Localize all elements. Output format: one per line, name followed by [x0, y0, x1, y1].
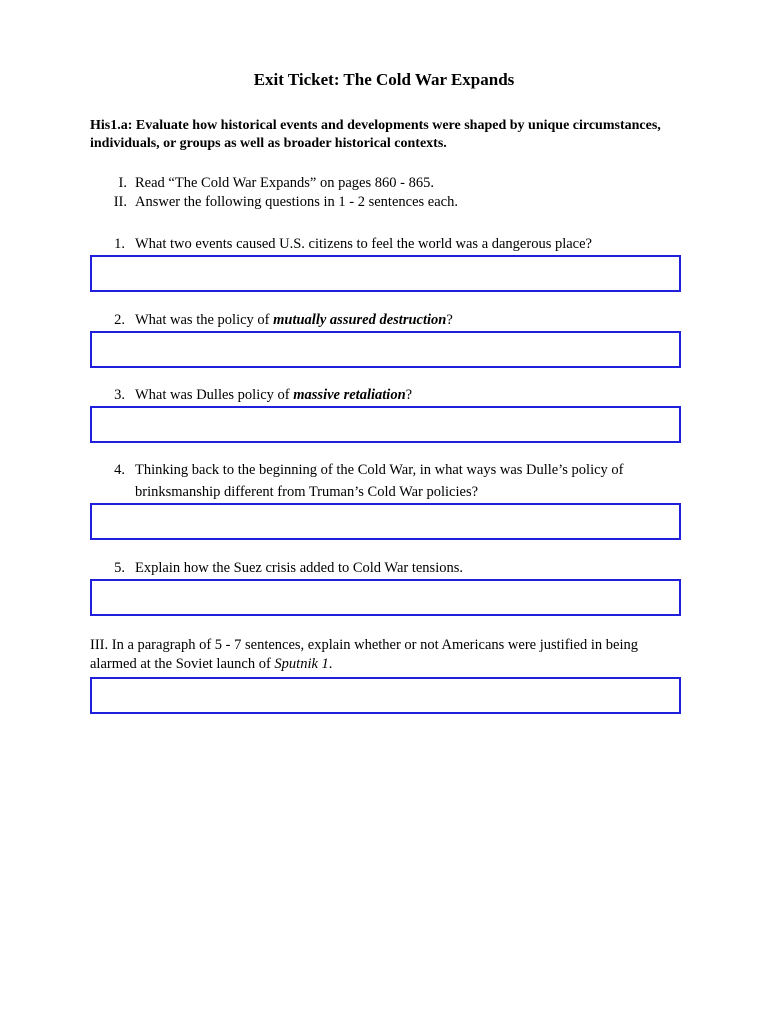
question-text: What two events caused U.S. citizens to feel the world was a dangerous place? [135, 236, 592, 252]
instructions-list [90, 174, 680, 212]
part-3-text-end: . [328, 656, 333, 672]
question-text-start: What was the policy of [135, 312, 274, 328]
question-text [135, 384, 665, 406]
answer-box-3[interactable] [90, 406, 681, 443]
question-number: 1. [114, 236, 125, 252]
instruction-item [90, 193, 680, 212]
instruction-number: II. [113, 194, 127, 210]
question-text-start: What was Dulles policy of [135, 387, 294, 403]
question-emphasis: mutually assured destruction [273, 312, 447, 328]
answer-box-1[interactable] [90, 255, 681, 292]
answer-box-5[interactable] [90, 579, 681, 616]
page-title: Exit Ticket: The Cold War Expands [253, 70, 515, 89]
question-text: Thinking back to the beginning of the Cold War, in what ways was Dulle’s policy of brinksmanship different from Truman’s Cold War policies? [135, 462, 624, 500]
question-emphasis: massive retaliation [293, 387, 406, 403]
part-3-text-start: III. In a paragraph of 5 - 7 sentences, explain whether or not Americans were justified in being alarmed at the Soviet launch of [90, 637, 638, 672]
question-number: 3. [114, 387, 125, 403]
instruction-item [90, 174, 680, 193]
instruction-number: I. [118, 175, 127, 191]
answer-box-part-3[interactable] [90, 677, 681, 714]
instruction-text: Read “The Cold War Expands” on pages 860 - 865. [135, 175, 434, 191]
question-text-end: ? [446, 312, 453, 328]
question-number: 2. [114, 312, 125, 328]
question-text [135, 309, 665, 331]
answer-box-2[interactable] [90, 331, 681, 368]
question-text-end: ? [405, 387, 413, 403]
answer-box-4[interactable] [90, 503, 681, 540]
question-number: 4. [114, 462, 125, 478]
question-number: 5. [114, 560, 125, 576]
question-text: Explain how the Suez crisis added to Cold War tensions. [135, 560, 463, 576]
sputnik-emphasis: Sputnik 1 [274, 656, 329, 672]
instruction-text: Answer the following questions in 1 - 2 sentences each. [135, 194, 458, 210]
part-3-prompt [90, 636, 680, 674]
standard-statement: His1.a: Evaluate how historical events and developments were shaped by unique circumstances, individuals, or groups as well as broader historical contexts. [90, 118, 661, 151]
